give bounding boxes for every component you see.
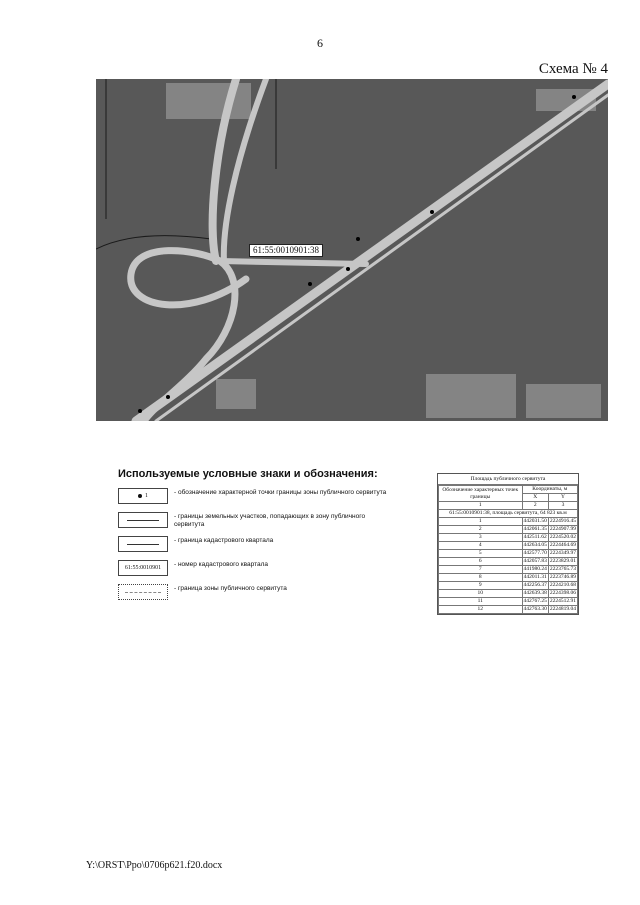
point-id-cell: 8 [439,574,523,582]
col-number: 2 [522,502,548,510]
coords-body [439,518,578,614]
y-coord-cell: 2224512.91 [549,598,576,604]
table-row [439,582,578,590]
col-header-point: Обозначение характерных точек границы [439,486,523,502]
y-coord-cell: 2224520.02 [549,534,576,540]
legend [118,468,388,608]
legend-symbol-box [118,488,168,504]
table-row [439,566,578,574]
table-caption: Площадь публичного сервитута [438,474,578,485]
legend-description: - граница кадастрового квартала [174,537,274,544]
legend-item [118,560,388,584]
legend-item [118,488,388,512]
y-coord-cell: 2223829.01 [549,558,576,564]
parcel-number-label: 61:55:0010901:38 [249,244,323,257]
legend-symbol-text: 1 [145,493,148,499]
table-row [439,518,578,526]
table-row [439,558,578,566]
table-row [439,574,578,582]
table-row [439,534,578,542]
table-row [439,542,578,550]
point-id-cell: 1 [439,518,523,526]
table-row [439,526,578,534]
legend-description: - обозначение характерной точки границы зоны публичного сервитута [174,489,387,496]
col-number: 1 [439,502,523,510]
x-coord-cell: 442767.25 [523,598,547,604]
table-row [439,598,578,606]
page-number: 6 [317,36,323,50]
x-coord-cell: 441980.24 [523,566,547,572]
x-coord-cell: 442511.62 [523,534,547,540]
x-coord-cell: 442031.50 [523,518,547,524]
y-coord-cell: 2224398.06 [549,590,576,596]
legend-description: - номер кадастрового квартала [174,561,269,568]
table-row [439,590,578,598]
legend-item [118,584,388,608]
legend-symbol-box [118,512,168,528]
solid-line-icon [127,520,159,521]
legend-description: - граница зоны публичного сервитута [174,585,287,592]
x-coord-cell: 442639.38 [523,590,547,596]
point-id-cell: 7 [439,566,523,574]
x-coord-cell: 442763.30 [523,606,547,612]
point-id-cell: 4 [439,542,523,550]
map-drawing [96,79,608,421]
point-id-cell: 9 [439,582,523,590]
legend-item [118,536,388,560]
legend-symbol-box [118,536,168,552]
point-id-cell: 12 [439,606,523,614]
coords-grid [438,485,578,614]
col-number: 3 [548,502,577,510]
y-coord-cell: 2224210.68 [549,582,576,588]
y-coord-cell: 2224819.04 [549,606,576,612]
legend-description: - границы земельных участков, попадающих в зону публичного сервитута [174,513,366,528]
point-marker-icon [138,494,142,498]
x-coord-cell: 442256.37 [523,582,547,588]
table-row [439,606,578,614]
coordinates-table [437,473,579,615]
x-coord-cell: 442634.05 [523,542,547,548]
y-coord-cell: 2224349.97 [549,550,576,556]
point-id-cell: 2 [439,526,523,534]
road-network [131,79,608,421]
col-header-coords: Координаты, м [522,486,578,494]
x-coord-cell: 442061.35 [523,526,547,532]
point-id-cell: 10 [439,590,523,598]
legend-symbol-box [118,560,168,576]
legend-symbol-box [118,584,168,600]
dashed-line-icon [125,592,161,593]
section-title: 61:55:0010901:38, площадь сервитута, 64 823 кв.м [439,510,578,518]
x-coord-cell: 442577.70 [523,550,547,556]
col-header-x: X [522,494,548,502]
y-coord-cell: 2223746.89 [549,574,576,580]
map-image [96,79,608,421]
col-header-y: Y [548,494,577,502]
scheme-title: Схема № 4 [538,61,608,77]
legend-heading: Используемые условные знаки и обозначения: [118,468,378,480]
y-coord-cell: 2223765.73 [549,566,576,572]
legend-item [118,512,388,536]
point-id-cell: 5 [439,550,523,558]
table-row [439,550,578,558]
point-id-cell: 11 [439,598,523,606]
point-id-cell: 6 [439,558,523,566]
file-path-footer: Y:\ORST\Ppo\0706p621.f20.docx [86,860,223,871]
y-coord-cell: 2224907.99 [549,526,576,532]
solid-line-icon [127,544,159,545]
y-coord-cell: 2224916.45 [549,518,576,524]
x-coord-cell: 442057.83 [523,558,547,564]
x-coord-cell: 442011.31 [523,574,547,580]
point-id-cell: 3 [439,534,523,542]
y-coord-cell: 2224464.69 [549,542,576,548]
legend-symbol-text: 61:55:0010901 [124,565,162,571]
